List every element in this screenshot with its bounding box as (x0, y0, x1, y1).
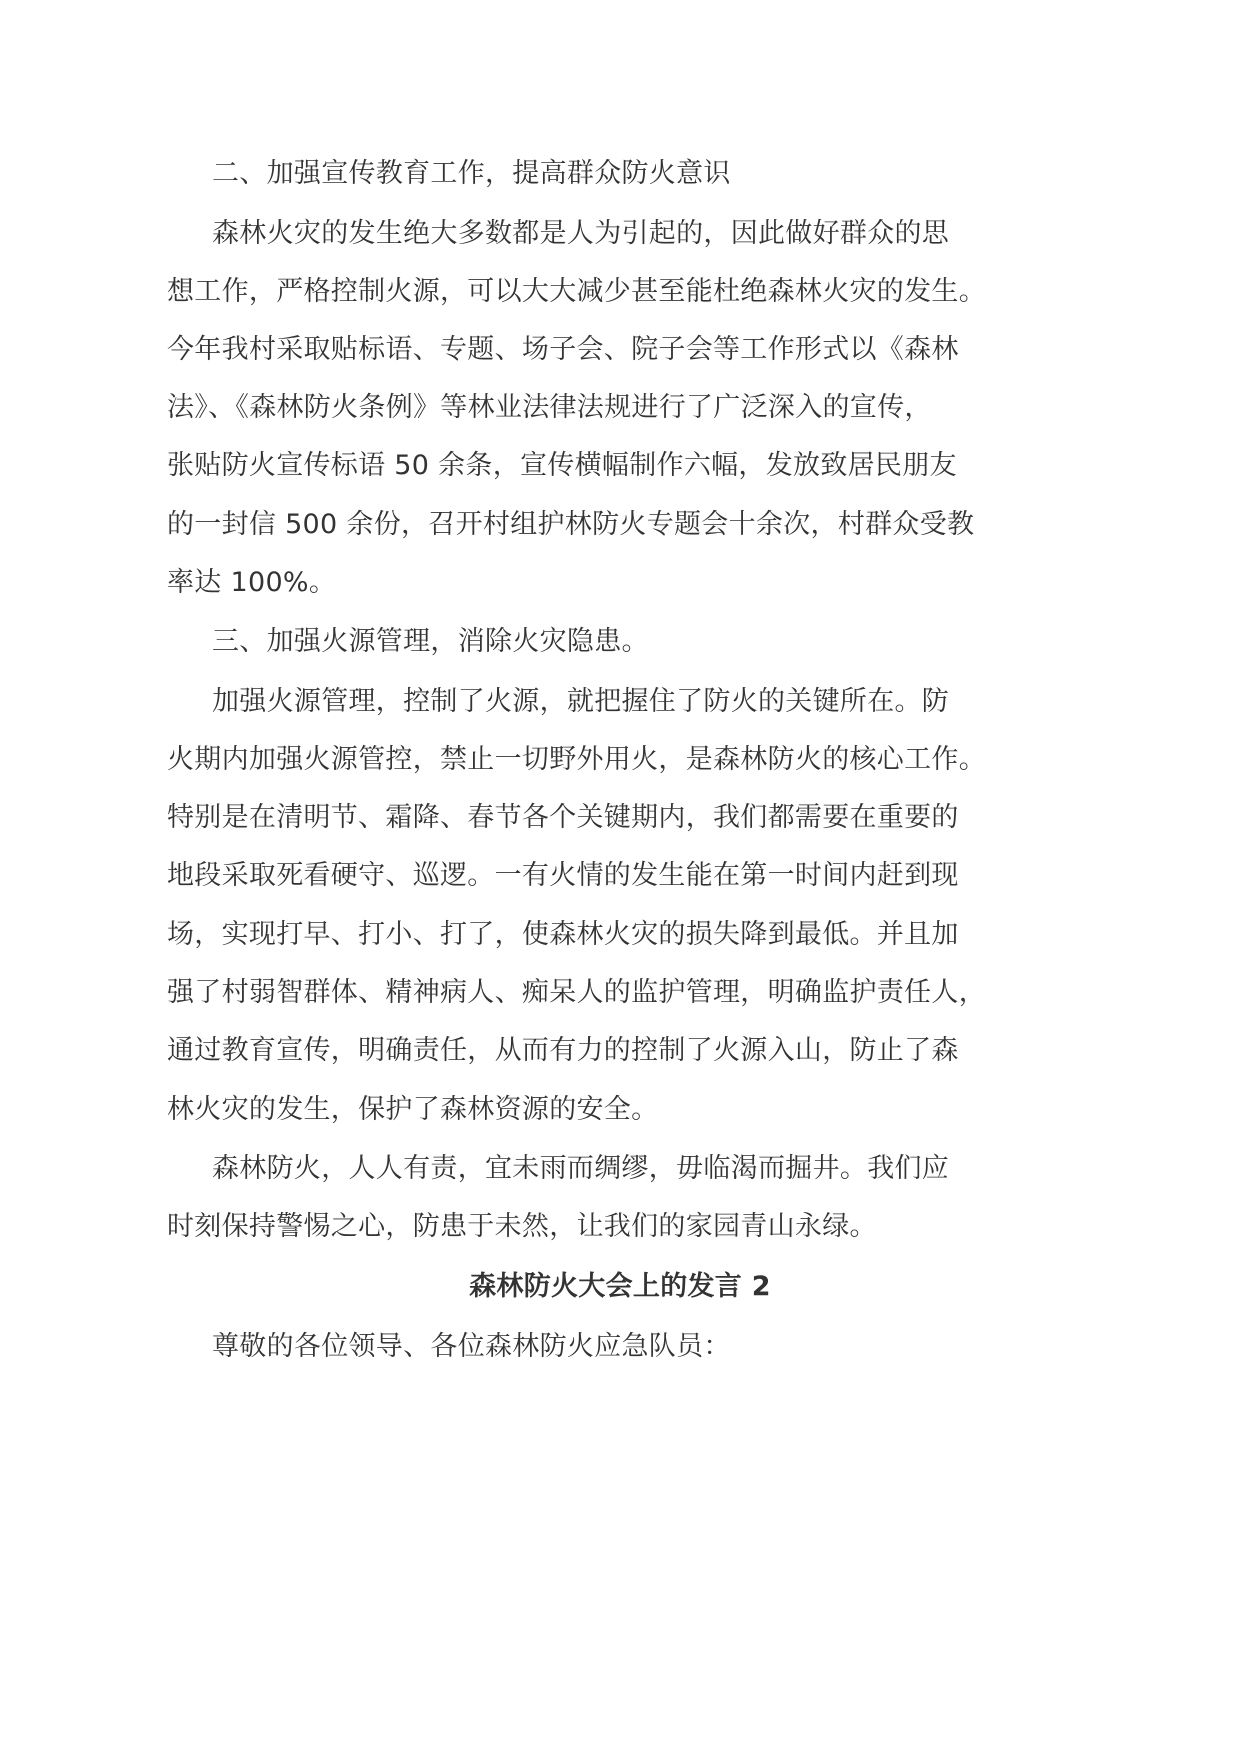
paragraph-line: 时刻保持警惕之心，防患于未然，让我们的家园青山永绿。 (167, 1211, 877, 1242)
section-title: 森林防火大会上的发言 2 (469, 1271, 771, 1302)
heading-section-3: 三、加强火源管理，消除火灾隐患。 (212, 626, 649, 657)
paragraph-line: 场，实现打早、打小、打了，使森林火灾的损失降到最低。并且加 (167, 919, 959, 950)
paragraph-line: 通过教育宣传，明确责任，从而有力的控制了火源入山，防止了森 (167, 1035, 959, 1066)
paragraph-line: 森林防火，人人有责，宜未雨而绸缪，毋临渴而掘井。我们应 (212, 1153, 950, 1184)
paragraph-line: 想工作，严格控制火源，可以大大减少甚至能杜绝森林火灾的发生。 (167, 276, 986, 307)
paragraph-line: 加强火源管理，控制了火源，就把握住了防火的关键所在。防 (212, 686, 950, 717)
paragraph-line: 率达 100%。 (167, 567, 337, 598)
greeting-line: 尊敬的各位领导、各位森林防火应急队员： (212, 1331, 731, 1362)
paragraph-line: 火期内加强火源管控，禁止一切野外用火，是森林防火的核心工作。 (167, 744, 986, 775)
paragraph-line: 特别是在清明节、霜降、春节各个关键期内，我们都需要在重要的 (167, 802, 959, 833)
paragraph-line: 今年我村采取贴标语、专题、场子会、院子会等工作形式以《森林 (167, 334, 959, 365)
paragraph-line: 林火灾的发生，保护了森林资源的安全。 (167, 1094, 659, 1125)
paragraph-line: 森林火灾的发生绝大多数都是人为引起的，因此做好群众的思 (212, 218, 950, 249)
paragraph-line: 法》、《森林防火条例》等林业法律法规进行了广泛深入的宣传， (167, 392, 932, 423)
paragraph-line: 地段采取死看硬守、巡逻。一有火情的发生能在第一时间内赶到现 (167, 860, 959, 891)
heading-section-2: 二、加强宣传教育工作，提高群众防火意识 (212, 158, 731, 189)
paragraph-line: 张贴防火宣传标语 50 余条，宣传横幅制作六幅，发放致居民朋友 (167, 450, 957, 481)
paragraph-line: 强了村弱智群体、精神病人、痴呆人的监护管理，明确监护责任人， (167, 977, 986, 1008)
paragraph-line: 的一封信 500 余份，召开村组护林防火专题会十余次，村群众受教 (167, 509, 975, 540)
